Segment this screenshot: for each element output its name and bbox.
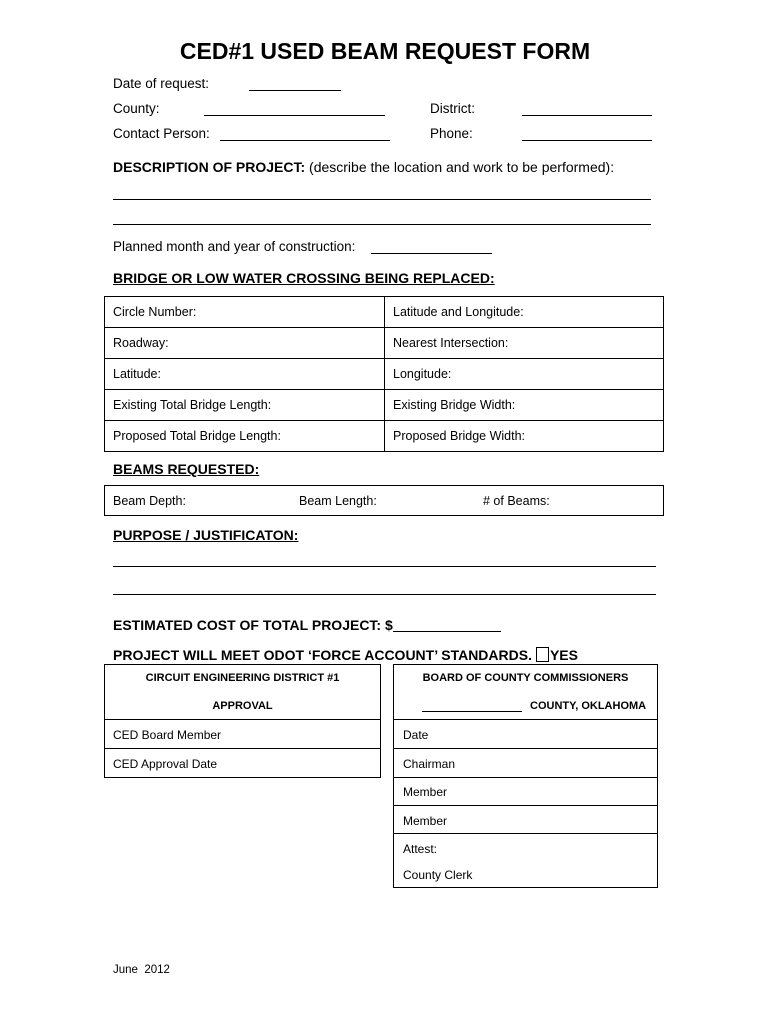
county-clerk-label: County Clerk [403,868,473,882]
ced-approval-date-row[interactable] [104,748,381,778]
district-field[interactable] [522,115,652,116]
ced-board-member-label: CED Board Member [113,728,222,742]
bridge-row [105,421,664,452]
date-of-request-field[interactable] [249,90,341,91]
description-hint: (describe the location and work to be performed): [309,159,615,175]
ced-header-1: CIRCUIT ENGINEERING DISTRICT #1 [145,672,340,684]
bridge-row [105,328,664,359]
bridge-row [105,359,664,390]
estimated-cost-field[interactable] [393,631,501,632]
member-row[interactable] [393,777,658,806]
ced-header-2: APPROVAL [212,700,273,712]
beam-count-label: # of Beams: [483,494,550,508]
purpose-line-2[interactable] [113,594,656,595]
ced-approval-header [104,664,381,720]
bridge-heading: BRIDGE OR LOW WATER CROSSING BEING REPLACED: [113,270,495,286]
attest-label: Attest: [403,842,438,856]
description-line-1[interactable] [113,199,651,200]
yes-checkbox[interactable] [536,647,549,662]
estimated-cost-label: ESTIMATED COST OF TOTAL PROJECT: $ [113,617,393,633]
existing-length-cell[interactable]: Existing Total Bridge Length: [105,390,385,421]
footer-date: June 2012 [113,964,170,976]
phone-field[interactable] [522,140,652,141]
proposed-length-cell[interactable]: Proposed Total Bridge Length: [105,421,385,452]
nearest-intersection-cell[interactable]: Nearest Intersection: [385,328,664,359]
description-heading: DESCRIPTION OF PROJECT: [113,159,306,175]
date-of-request-label: Date of request: [113,76,210,91]
district-label: District: [430,101,475,116]
longitude-cell[interactable]: Longitude: [385,359,664,390]
yes-label: YES [549,647,578,663]
lat-long-cell[interactable]: Latitude and Longitude: [385,297,664,328]
standards-line [113,647,578,663]
contact-person-field[interactable] [220,140,390,141]
form-title: CED#1 USED BEAM REQUEST FORM [179,38,591,64]
bridge-table [104,296,664,452]
bridge-row [105,297,664,328]
purpose-heading: PURPOSE / JUSTIFICATON: [113,527,299,543]
beams-box[interactable] [104,485,664,516]
commissioners-date-label: Date [403,728,429,742]
member-label: Member [403,785,448,799]
commissioners-header-2: COUNTY, OKLAHOMA [530,700,647,712]
attest-row[interactable] [393,833,658,888]
commissioners-header [393,664,658,720]
chairman-row[interactable] [393,748,658,778]
county-field[interactable] [204,115,385,116]
roadway-cell[interactable]: Roadway: [105,328,385,359]
contact-person-label: Contact Person: [113,126,210,141]
member-row[interactable] [393,805,658,834]
ced-approval-date-label: CED Approval Date [113,757,218,771]
proposed-width-cell[interactable]: Proposed Bridge Width: [385,421,664,452]
circle-number-cell[interactable]: Circle Number: [105,297,385,328]
phone-label: Phone: [430,126,473,141]
county-label: County: [113,101,160,116]
latitude-cell[interactable]: Latitude: [105,359,385,390]
description-heading-line [113,159,614,175]
beams-heading: BEAMS REQUESTED: [113,461,260,477]
purpose-line-1[interactable] [113,566,656,567]
beam-depth-label: Beam Depth: [113,494,186,508]
county-name-field[interactable] [422,711,522,712]
planned-construction-field[interactable] [371,253,492,254]
commissioners-date-row[interactable] [393,719,658,749]
bridge-row [105,390,664,421]
member-label: Member [403,814,448,828]
ced-board-member-row[interactable] [104,719,381,749]
planned-construction-label: Planned month and year of construction: [113,239,356,254]
description-line-2[interactable] [113,224,651,225]
standards-label: PROJECT WILL MEET ODOT ‘FORCE ACCOUNT’ STANDARDS. [113,647,532,663]
beam-length-label: Beam Length: [299,494,377,508]
chairman-label: Chairman [403,757,456,771]
existing-width-cell[interactable]: Existing Bridge Width: [385,390,664,421]
commissioners-header-1: BOARD OF COUNTY COMMISSIONERS [422,672,629,684]
